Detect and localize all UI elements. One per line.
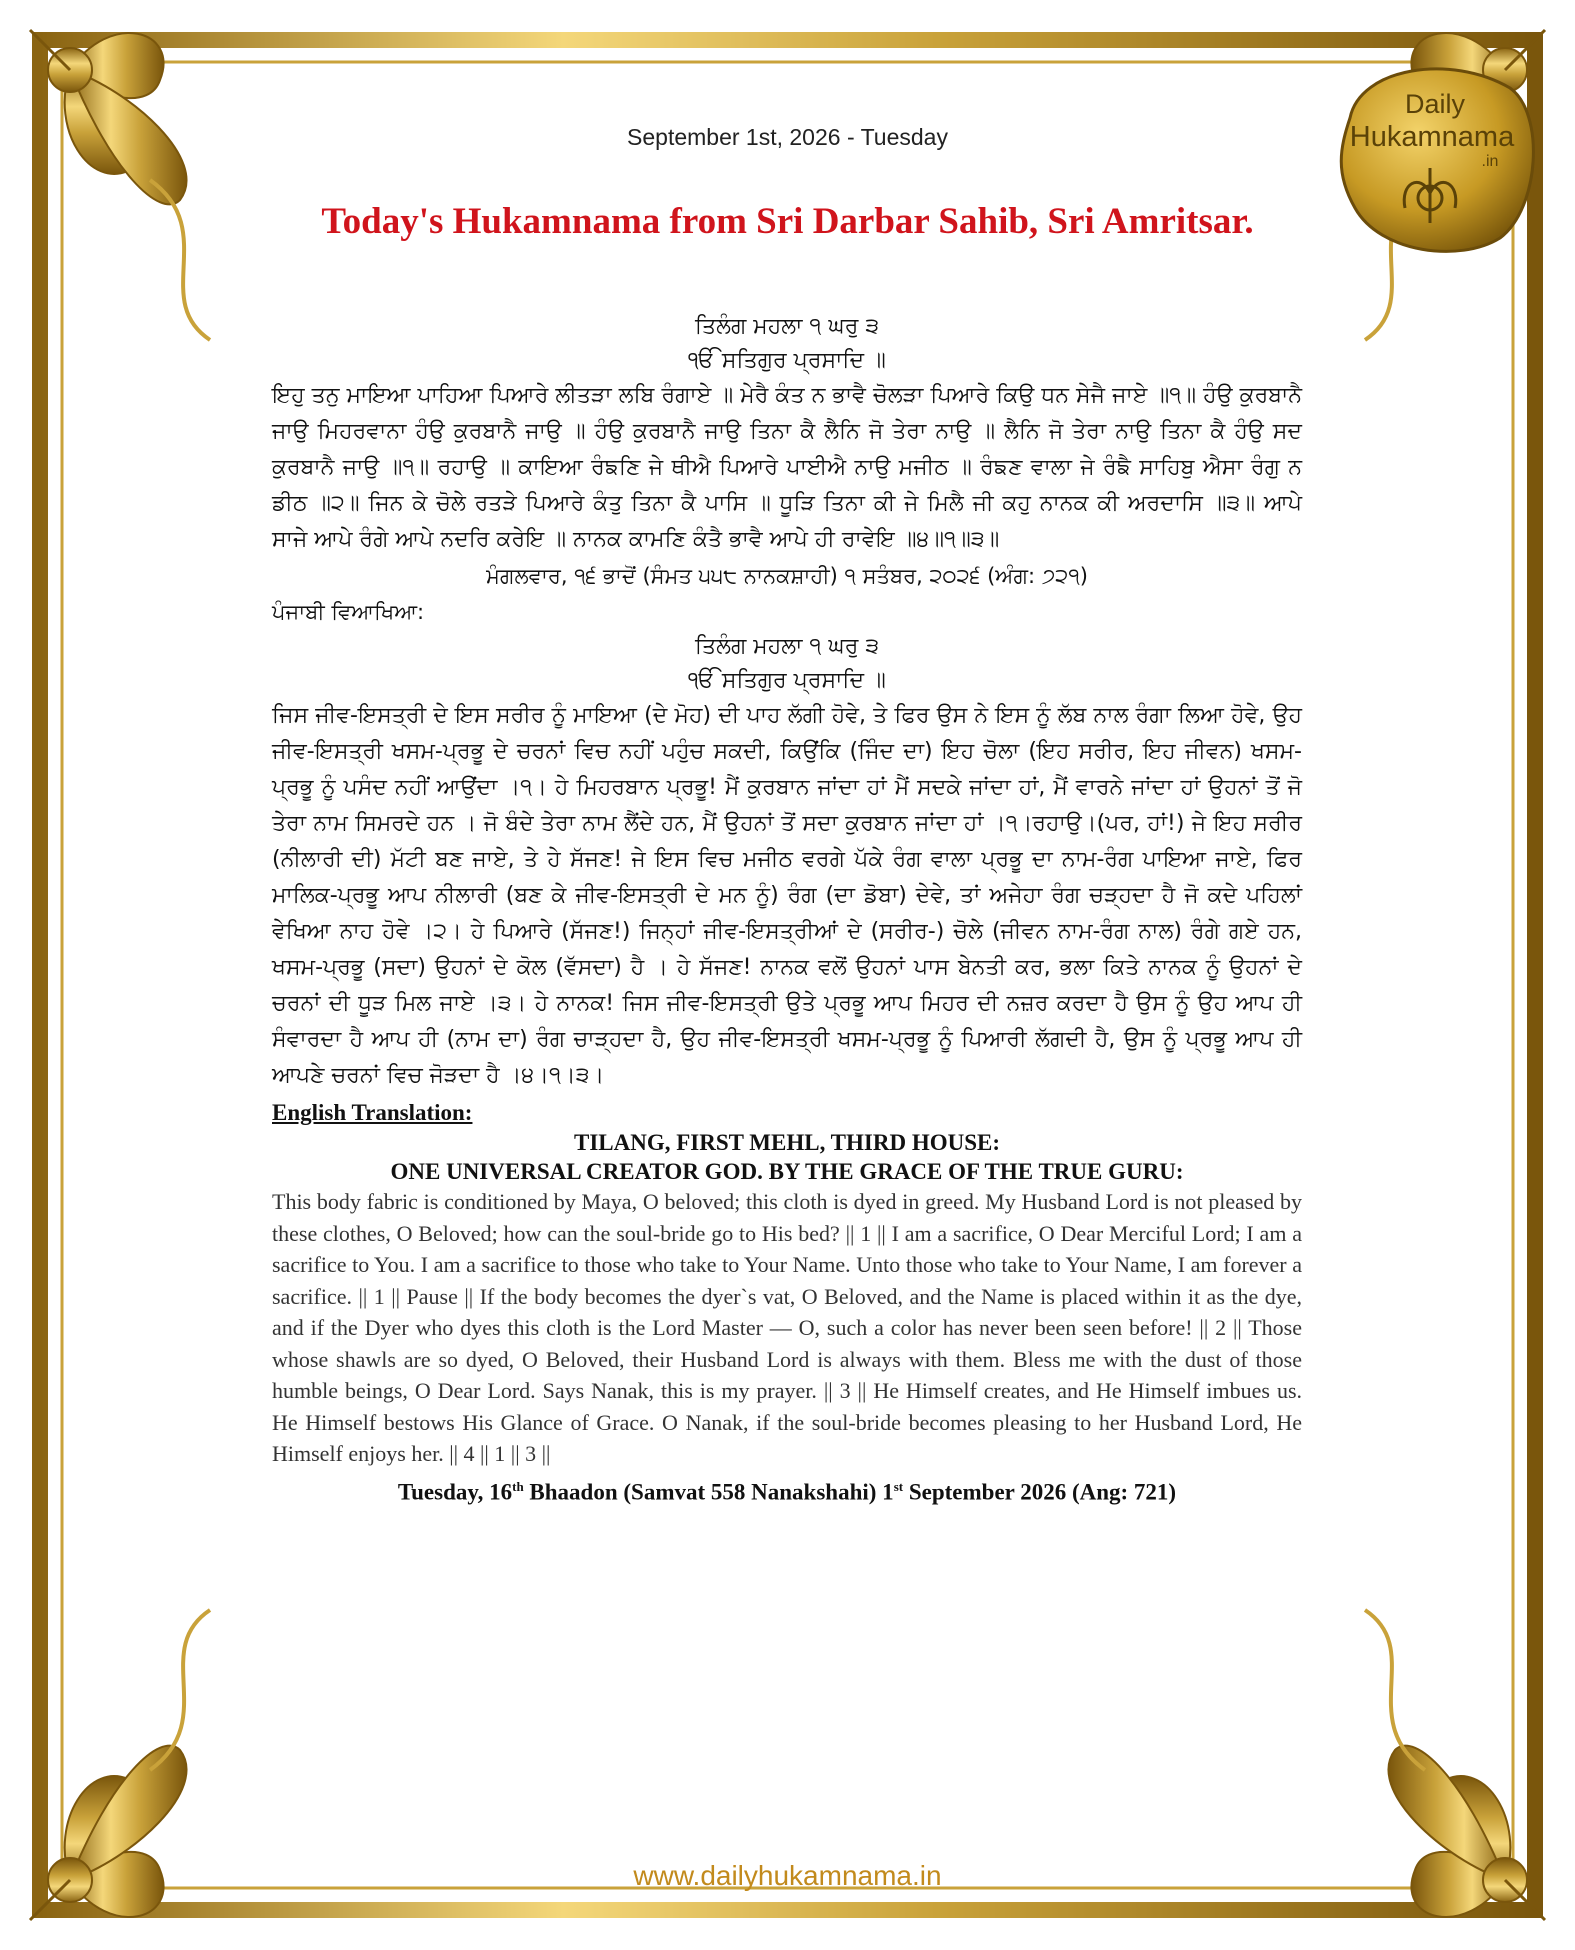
english-date-pre: Tuesday, 16 <box>397 1479 513 1505</box>
page-title: Today's Hukamnama from Sri Darbar Sahib, Sri Amritsar. <box>321 201 1254 242</box>
gold-bow-icon-bottom-left <box>30 1746 187 1920</box>
gold-bow-icon-top-left <box>30 30 187 204</box>
hukamnama-content <box>272 310 1302 1509</box>
english-date <box>272 1470 1302 1510</box>
logo-line1: Daily <box>1404 89 1466 119</box>
gurbani-heading-2: ੴ ਸਤਿਗੁਰ ਪ੍ਰਸਾਦਿ ॥ <box>688 348 886 373</box>
logo-line2: Hukamnama <box>1349 121 1515 153</box>
english-date-mid: Bhaadon (Samvat 558 Nanakshahi) 1 <box>523 1479 894 1505</box>
punjabi-label: ਪੰਜਾਬੀ ਵਿਆਖਿਆ: <box>272 600 425 624</box>
gurbani-date: ਮੰਗਲਵਾਰ, ੧੬ ਭਾਦੋਂ (ਸੰਮਤ ੫੫੮ ਨਾਨਕਸ਼ਾਹੀ) ੧ ਸਤੰਬਰ, ੨੦੨੬ (ਅੰਗ: ੭੨੧) <box>486 564 1088 588</box>
logo-line3: .in <box>1481 153 1499 170</box>
website-url[interactable]: www.dailyhukamnama.in <box>633 1860 942 1891</box>
english-date-post: September 2026 (Ang: 721) <box>903 1479 1177 1505</box>
punjabi-text: ਜਿਸ ਜੀਵ-ਇਸਤ੍ਰੀ ਦੇ ਇਸ ਸਰੀਰ ਨੂੰ ਮਾਇਆ (ਦੇ ਮੋਹ) ਦੀ ਪਾਹ ਲੱਗੀ ਹੋਵੇ, ਤੇ ਫਿਰ ਉਸ ਨੇ ਇਸ ਨੂੰ ਲੱਬ ਨਾਲ ਰੰਗਾ ਲਿਆ ਹੋਵੇ, ਉਹ ਜੀਵ-ਇਸਤ੍ਰੀ ਖਸਮ-ਪ੍ਰਭੂ ਦੇ ਚਰਨਾਂ ਵਿਚ ਨਹੀਂ ਪਹੁੰਚ ਸਕਦੀ, ਕਿਉਂਕਿ (ਜਿੰਦ ਦਾ) ਇਹ ਚੋਲਾ (ਇਹ ਸਰੀਰ, ਇਹ ਜੀਵਨ) ਖਸਮ-ਪ੍ਰਭੂ ਨੂੰ ਪਸੰਦ ਨਹੀਂ ਆਉਂਦਾ ।੧। ਹੇ ਮਿਹਰਬਾਨ ਪ੍ਰਭੂ! ਮੈਂ ਕੁਰਬਾਨ ਜਾਂਦਾ ਹਾਂ ਮੈਂ ਸਦਕੇ ਜਾਂਦਾ ਹਾਂ, ਮੈਂ ਵਾਰਨੇ ਜਾਂਦਾ ਹਾਂ ਉਹਨਾਂ ਤੋਂ ਜੋ ਤੇਰਾ ਨਾਮ ਸਿਮਰਦੇ ਹਨ । ਜੋ ਬੰਦੇ ਤੇਰਾ ਨਾਮ ਲੈਂਦੇ ਹਨ, ਮੈਂ ਉਹਨਾਂ ਤੋਂ ਸਦਾ ਕੁਰਬਾਨ ਜਾਂਦਾ ਹਾਂ ।੧।ਰਹਾਉ।(ਪਰ, ਹਾਂ!) ਜੇ ਇਹ ਸਰੀਰ (ਨੀਲਾਰੀ ਦੀ) ਮੱਟੀ ਬਣ ਜਾਏ, ਤੇ ਹੇ ਸੱਜਣ! ਜੇ ਇਸ ਵਿਚ ਮਜੀਠ ਵਰਗੇ ਪੱਕੇ ਰੰਗ ਵਾਲਾ ਪ੍ਰਭੂ ਦਾ ਨਾਮ-ਰੰਗ ਪਾਇਆ ਜਾਏ, ਫਿਰ ਮਾਲਿਕ-ਪ੍ਰਭੂ ਆਪ ਨੀਲਾਰੀ (ਬਣ ਕੇ ਜੀਵ-ਇਸਤ੍ਰੀ ਦੇ ਮਨ ਨੂੰ) ਰੰਗ (ਦਾ ਡੋਬਾ) ਦੇਵੇ, ਤਾਂ ਅਜੇਹਾ ਰੰਗ ਚੜ੍ਹਦਾ ਹੈ ਜੋ ਕਦੇ ਪਹਿਲਾਂ ਵੇਖਿਆ ਨਾਹ ਹੋਵੇ ।੨। ਹੇ ਪਿਆਰੇ (ਸੱਜਣ!) ਜਿਨ੍ਹਾਂ ਜੀਵ-ਇਸਤ੍ਰੀਆਂ ਦੇ (ਸਰੀਰ-) ਚੋਲੇ (ਜੀਵਨ ਨਾਮ-ਰੰਗ ਨਾਲ) ਰੰਗੇ ਗਏ ਹਨ, ਖਸਮ-ਪ੍ਰਭੂ (ਸਦਾ) ਉਹਨਾਂ ਦੇ ਕੋਲ (ਵੱਸਦਾ) ਹੈ । ਹੇ ਸੱਜਣ! ਨਾਨਕ ਵਲੋਂ ਉਹਨਾਂ ਪਾਸ ਬੇਨਤੀ ਕਰ, ਭਲਾ ਕਿਤੇ ਨਾਨਕ ਨੂੰ ਉਹਨਾਂ ਦੇ ਚਰਨਾਂ ਦੀ ਧੂੜ ਮਿਲ ਜਾਏ ।੩। ਹੇ ਨਾਨਕ! ਜਿਸ ਜੀਵ-ਇਸਤ੍ਰੀ ਉਤੇ ਪ੍ਰਭੂ ਆਪ ਮਿਹਰ ਦੀ ਨਜ਼ਰ ਕਰਦਾ ਹੈ ਉਸ ਨੂੰ ਉਹ ਆਪ ਹੀ ਸੰਵਾਰਦਾ ਹੈ ਆਪ ਹੀ (ਨਾਮ ਦਾ) ਰੰਗ ਚਾੜ੍ਹਦਾ ਹੈ, ਉਹ ਜੀਵ-ਇਸਤ੍ਰੀ ਖਸਮ-ਪ੍ਰਭੂ ਨੂੰ ਪਿਆਰੀ ਲੱਗਦੀ ਹੈ, ਉਸ ਨੂੰ ਪ੍ਰਭੂ ਆਪ ਹੀ ਆਪਣੇ ਚਰਨਾਂ ਵਿਚ ਜੋੜਦਾ ਹੈ ।੪।੧।੩। <box>272 703 1302 1088</box>
punjabi-heading-2: ੴ ਸਤਿਗੁਰ ਪ੍ਰਸਾਦਿ ॥ <box>688 668 886 693</box>
english-heading-1: TILANG, FIRST MEHL, THIRD HOUSE: <box>573 1130 1001 1155</box>
gurbani-heading-1: ਤਿਲੰਗ ਮਹਲਾ ੧ ਘਰੁ ੩ <box>694 314 880 339</box>
english-date-sup2: st <box>893 1478 904 1494</box>
english-label: English Translation: <box>272 1100 473 1125</box>
english-text: This body fabric is conditioned by Maya, O beloved; this cloth is dyed in greed. My Husband Lord is not pleased by these clothes, O Beloved; how can the soul-bride go to His bed? || 1 || I am a sacrifice, O Dear Merciful Lord; I am a sacrifice to You. I am a sacrifice to those who take to Your Name. Unto those who take to Your Name, I am forever a sacrifice. || 1 || Pause || If the body becomes the dyer`s vat, O Beloved, and the Name is placed within it as the dye, and if the Dyer who dyes this cloth is the Lord Master — O, such a color has never been seen before! || 2 || Those whose shawls are so dyed, O Beloved, their Husband Lord is always with them. Bless me with the dust of those humble beings, O Dear Lord. Says Nanak, this is my prayer. || 3 || He Himself creates, and He Himself imbues us. He Himself bestows His Glance of Grace. O Nanak, if the soul-bride becomes pleasing to her Husband Lord, He Himself enjoys her. || 4 || 1 || 3 || <box>272 1189 1302 1466</box>
gold-bow-icon-bottom-right <box>1388 1746 1545 1920</box>
english-date-sup1: th <box>512 1478 524 1494</box>
gurbani-text: ਇਹੁ ਤਨੁ ਮਾਇਆ ਪਾਹਿਆ ਪਿਆਰੇ ਲੀਤੜਾ ਲਬਿ ਰੰਗਾਏ ॥ ਮੇਰੈ ਕੰਤ ਨ ਭਾਵੈ ਚੋਲੜਾ ਪਿਆਰੇ ਕਿਉ ਧਨ ਸੇਜੈ ਜਾਏ ॥੧॥ ਹੰਉ ਕੁਰਬਾਨੈ ਜਾਉ ਮਿਹਰਵਾਨਾ ਹੰਉ ਕੁਰਬਾਨੈ ਜਾਉ ॥ ਹੰਉ ਕੁਰਬਾਨੈ ਜਾਉ ਤਿਨਾ ਕੈ ਲੈਨਿ ਜੋ ਤੇਰਾ ਨਾਉ ॥ ਲੈਨਿ ਜੋ ਤੇਰਾ ਨਾਉ ਤਿਨਾ ਕੈ ਹੰਉ ਸਦ ਕੁਰਬਾਨੈ ਜਾਉ ॥੧॥ ਰਹਾਉ ॥ ਕਾਇਆ ਰੰਙਣਿ ਜੇ ਥੀਐ ਪਿਆਰੇ ਪਾਈਐ ਨਾਉ ਮਜੀਠ ॥ ਰੰਙਣ ਵਾਲਾ ਜੇ ਰੰਙੈ ਸਾਹਿਬੁ ਐਸਾ ਰੰਗੁ ਨ ਡੀਠ ॥੨॥ ਜਿਨ ਕੇ ਚੋਲੇ ਰਤੜੇ ਪਿਆਰੇ ਕੰਤੁ ਤਿਨਾ ਕੈ ਪਾਸਿ ॥ ਧੂੜਿ ਤਿਨਾ ਕੀ ਜੇ ਮਿਲੈ ਜੀ ਕਹੁ ਨਾਨਕ ਕੀ ਅਰਦਾਸਿ ॥੩॥ ਆਪੇ ਸਾਜੇ ਆਪੇ ਰੰਗੇ ਆਪੇ ਨਦਰਿ ਕਰੇਇ ॥ ਨਾਨਕ ਕਾਮਣਿ ਕੰਤੈ ਭਾਵੈ ਆਪੇ ਹੀ ਰਾਵੇਇ ॥੪॥੧॥੩॥ <box>272 383 1302 552</box>
english-heading-2: ONE UNIVERSAL CREATOR GOD. BY THE GRACE OF THE TRUE GURU: <box>390 1159 1184 1184</box>
punjabi-heading-1: ਤਿਲੰਗ ਮਹਲਾ ੧ ਘਰੁ ੩ <box>694 634 880 659</box>
date-line: September 1st, 2026 - Tuesday <box>627 124 948 150</box>
